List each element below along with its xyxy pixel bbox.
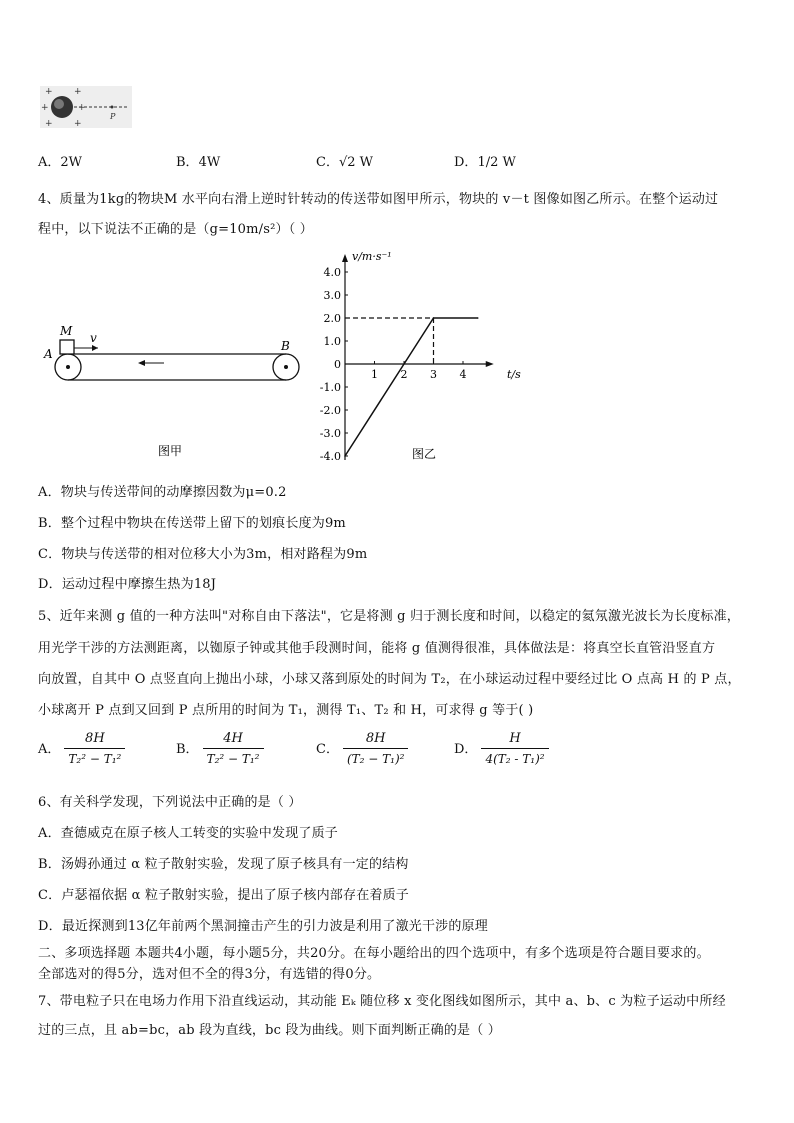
x-tick-label: 2 [400, 368, 408, 381]
vt-chart [300, 244, 540, 470]
q6-option-a: A．查德威克在原子核人工转变的实验中发现了质子 [38, 826, 338, 841]
sphere-diagram [40, 86, 132, 128]
q6-option-d: D．最近探测到13亿年前两个黑洞撞击产生的引力波是利用了激光干涉的原理 [38, 919, 488, 934]
y-tick-label: -1.0 [319, 381, 341, 394]
y-tick-label: 1.0 [323, 335, 341, 348]
y-tick-label: 3.0 [323, 289, 341, 302]
q6-stem: 6、有关科学发现，下列说法中正确的是（ ） [38, 795, 302, 810]
figure-jia [38, 320, 308, 470]
svg-text:+: + [78, 103, 86, 113]
q5-option-b: B． $\frac{4H}{\text{T₂² − T₁²}}$ [176, 730, 264, 769]
q3-option-d: D．1/2 W [454, 155, 516, 170]
svg-text:+: + [45, 87, 53, 97]
q5-stem-line3: 向放置，自其中 O 点竖直向上抛出小球，小球又落到原处的时间为 T₂，在小球运动过程中要经过比 O 点高 H 的 P 点， [38, 672, 741, 687]
y-tick-label: -4.0 [319, 450, 341, 463]
y-tick-label: -2.0 [319, 404, 341, 417]
y-axis-arrow [342, 254, 348, 262]
data-point [433, 317, 435, 319]
svg-text:A: A [44, 347, 53, 361]
svg-text:M: M [60, 324, 73, 338]
q4-option-c: C．物块与传送带的相对位移大小为3m，相对路程为9m [38, 547, 368, 562]
section2-line2: 全部选对的得5分，选对但不全的得3分，有选错的得0分。 [38, 967, 381, 982]
q5-option-a: A． $\frac{8H}{\text{T₂² − T₁²}}$ [38, 730, 125, 769]
q5-stem-line2: 用光学干涉的方法测距离，以铷原子钟或其他手段测时间，能将 g 值测得很准，具体做法是：将真空长直管沿竖直方 [38, 641, 716, 656]
q5-option-d: D． $\frac{H}{\text{4(T₂ - T₁)²}}$ [454, 730, 549, 769]
data-point [477, 317, 479, 319]
svg-text:+: + [74, 87, 82, 97]
q5-option-c: C． $\frac{8H}{\text{(T₂ − T₁)²}}$ [316, 730, 408, 769]
section2-line1: 二、多项选择题 本题共4小题，每小题5分，共20分。在每小题给出的四个选项中，有多个选项是符合题目要求的。 [38, 946, 710, 961]
q5-stem-line4: 小球离开 P 点到又回到 P 点所用的时间为 T₁，测得 T₁、T₂ 和 H，可求得 g 等于( ) [38, 703, 534, 718]
x-tick-label: 3 [430, 368, 437, 381]
data-point [344, 455, 346, 457]
q6-option-c: C．卢瑟福依据 α 粒子散射实验，提出了原子核内部存在着质子 [38, 888, 409, 903]
y-axis-label: v/m·s⁻¹ [352, 250, 392, 263]
block-m [60, 340, 74, 354]
x-axis-label: t/s [507, 368, 521, 381]
sphere-figure [40, 86, 132, 128]
y-tick-label: 0 [334, 358, 341, 371]
y-tick-label: 2.0 [323, 312, 341, 325]
q3-option-c: C．√2 W [316, 155, 374, 170]
y-tick-label: -3.0 [319, 427, 341, 440]
svg-text:+: + [45, 119, 53, 128]
y-tick-label: 4.0 [323, 266, 341, 279]
q5-stem-line1: 5、近年来测 g 值的一种方法叫"对称自由下落法"，它是将测 g 归于测长度和时间，以稳定的氦氖激光波长为长度标准， [38, 609, 741, 624]
caption-jia: 图甲 [158, 444, 183, 458]
x-axis-arrow [486, 361, 494, 367]
point-p-label: P [110, 112, 116, 121]
svg-text:+: + [41, 103, 49, 113]
figure-yi [300, 244, 540, 470]
x-tick-label: 4 [459, 368, 467, 381]
svg-text:v: v [90, 331, 97, 345]
q4-stem-line2: 程中，以下说法不正确的是（g=10m/s²）（ ） [38, 222, 313, 237]
q6-option-b: B．汤姆孙通过 α 粒子散射实验，发现了原子核具有一定的结构 [38, 857, 409, 872]
svg-text:B: B [281, 339, 290, 353]
q7-stem-line1: 7、带电粒子只在电场力作用下沿直线运动，其动能 Eₖ 随位移 x 变化图线如图所示，其中 a、b、c 为粒子运动中所经 [38, 994, 726, 1009]
data-point [403, 363, 405, 365]
q3-option-b: B．4W [176, 155, 221, 170]
q4-option-b: B．整个过程中物块在传送带上留下的划痕长度为9m [38, 516, 346, 531]
caption-yi: 图乙 [412, 447, 437, 461]
svg-text:+: + [74, 119, 82, 128]
series-line [345, 318, 478, 456]
q3-option-a: A．2W [38, 155, 83, 170]
conveyor-belt-diagram [38, 320, 308, 470]
x-tick-label: 1 [371, 368, 378, 381]
q4-stem-line1: 4、质量为1kg的物块M 水平向右滑上逆时针转动的传送带如图甲所示，物块的 v－t 图像如图乙所示。在整个运动过 [38, 192, 719, 207]
q7-stem-line2: 过的三点，且 ab=bc，ab 段为直线，bc 段为曲线。则下面判断正确的是（ ） [38, 1023, 501, 1038]
q4-option-a: A．物块与传送带间的动摩擦因数为μ=0.2 [38, 485, 287, 500]
q4-option-d: D．运动过程中摩擦生热为18J [38, 577, 217, 592]
